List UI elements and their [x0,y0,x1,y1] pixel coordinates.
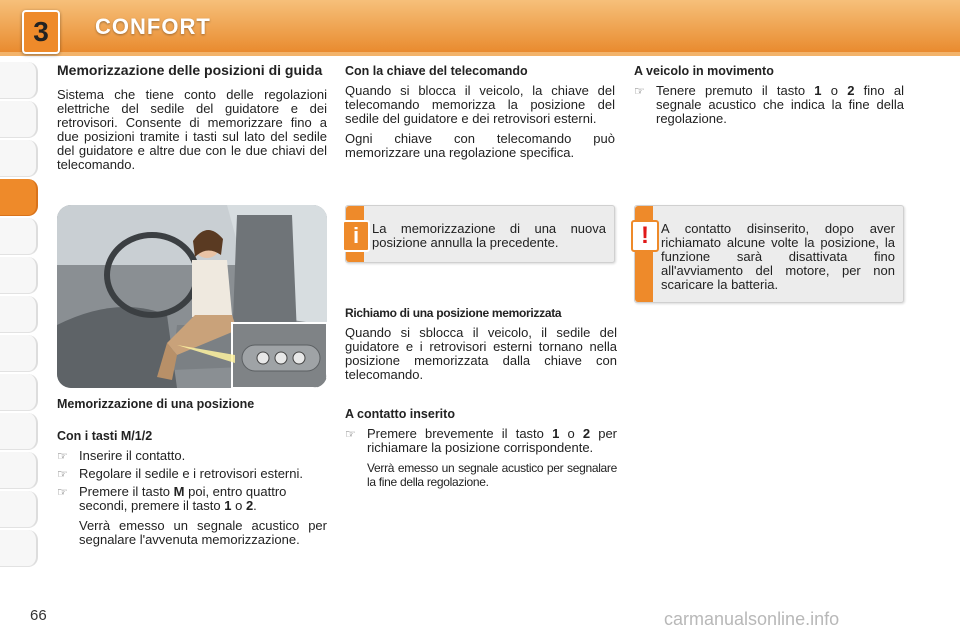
info-note-text: La memorizzazione di una nuova posizione annulla la precedente. [372,221,606,250]
side-tab-11[interactable] [0,452,38,489]
side-tab-10[interactable] [0,413,38,450]
memorize-section [57,397,327,553]
step-3-text-g: . [253,498,257,513]
key-2: 2 [245,498,254,513]
hand-pointer-icon: ☞ [634,84,645,98]
moving-text-a: Tenere premuto il tasto [656,83,815,98]
moving-step [634,84,904,126]
section-title: Memorizzazione delle posizioni di guida [57,62,323,78]
hand-pointer-icon: ☞ [57,467,68,481]
buttons-heading: Con i tasti M/1/2 [57,429,153,443]
remote-paragraph-2: Ogni chiave con telecomando può memorizzare una regolazione specifica. [345,131,615,160]
remote-heading: Con la chiave del telecomando [345,64,528,78]
side-tab-3-active[interactable] [0,140,38,177]
key-1: 1 [224,498,232,513]
ignition-text-c: o [559,426,583,441]
side-tab-9[interactable] [0,374,38,411]
warning-icon: ! [631,220,659,252]
side-tab-current[interactable] [0,179,38,216]
step-3-text-c: poi, entro quattro secondi, premere il tasto [79,484,287,513]
header-strip [0,52,960,56]
recall-paragraph: Quando si sblocca il veicolo, il sedile del guidatore e i retrovisori esterni tornano nella posizione memorizzata dalla chiave con telecomando. [345,325,617,382]
memorize-subtitle: Memorizzazione di una posizione [57,397,255,411]
step-3-text-a: Premere il tasto [79,484,174,499]
step-2 [57,467,327,481]
step-2-text: Regolare il sedile e i retrovisori esterni. [79,466,303,481]
hand-pointer-icon: ☞ [345,427,356,441]
side-tab-index [0,62,38,569]
ignition-section [345,407,617,495]
warning-note [634,205,904,303]
key-2: 2 [847,83,855,98]
side-tab-8[interactable] [0,335,38,372]
recall-section [345,306,617,388]
key-m: M [173,484,185,499]
key-2: 2 [582,426,591,441]
left-column [57,62,327,178]
ignition-heading: A contatto inserito [345,407,455,421]
step-1-text: Inserire il contatto. [79,448,186,463]
chapter-number-badge: 3 [22,10,60,54]
side-tab-6[interactable] [0,257,38,294]
moving-heading: A veicolo in movimento [634,64,774,78]
info-note [345,205,615,263]
remote-paragraph-1: Quando si blocca il veicolo, la chiave del telecomando memorizza la posizione del sedile del guidatore e dei retrovisori esterni. [345,83,615,126]
intro-paragraph: Sistema che tiene conto delle regolazioni elettriche del sedile del guidatore e dei retrovisori. Consente di memorizzare fino a due posizioni tramite i tasti sul lato del sedile del guidatore e altre due con le due chiavi del telecomando. [57,87,327,172]
side-tab-1[interactable] [0,62,38,99]
ignition-note: Verrà emesso un segnale acustico per segnalare la fine della regolazione. [367,461,617,489]
ignition-text-e: per richiamare la posizione corrispondente. [367,426,617,455]
step-3-text-e: o [231,498,246,513]
key-1: 1 [814,83,822,98]
side-tab-2[interactable] [0,101,38,138]
side-tab-7[interactable] [0,296,38,333]
ignition-step [345,427,617,455]
chapter-title: CONFORT [95,14,211,39]
side-tab-5[interactable] [0,218,38,255]
driver-seat-illustration [57,205,327,388]
watermark: carmanualsonline.info [664,609,840,629]
step-3 [57,485,327,513]
key-1: 1 [552,426,560,441]
side-tab-12[interactable] [0,491,38,528]
right-column-top [634,64,904,130]
page-number: 66 [30,607,47,624]
info-icon: i [342,220,370,252]
hand-pointer-icon: ☞ [57,449,68,463]
side-tab-13[interactable] [0,530,38,567]
warning-note-text: A contatto disinserito, dopo aver richiamato alcune volte la posizione, la funzione sarà disattivata fino all'avviamento del motore, per non scaricare la batteria. [661,221,895,292]
ignition-text-a: Premere brevemente il tasto [367,426,553,441]
step-3-note: Verrà emesso un segnale acustico per segnalare l'avvenuta memorizzazione. [79,518,327,547]
recall-heading: Richiamo di una posizione memorizzata [345,306,562,320]
hand-pointer-icon: ☞ [57,485,68,499]
moving-text-c: o [821,83,848,98]
moving-text-e: fino al segnale acustico che indica la fine della regolazione. [656,83,904,126]
middle-column-top [345,64,615,166]
step-1 [57,449,327,463]
